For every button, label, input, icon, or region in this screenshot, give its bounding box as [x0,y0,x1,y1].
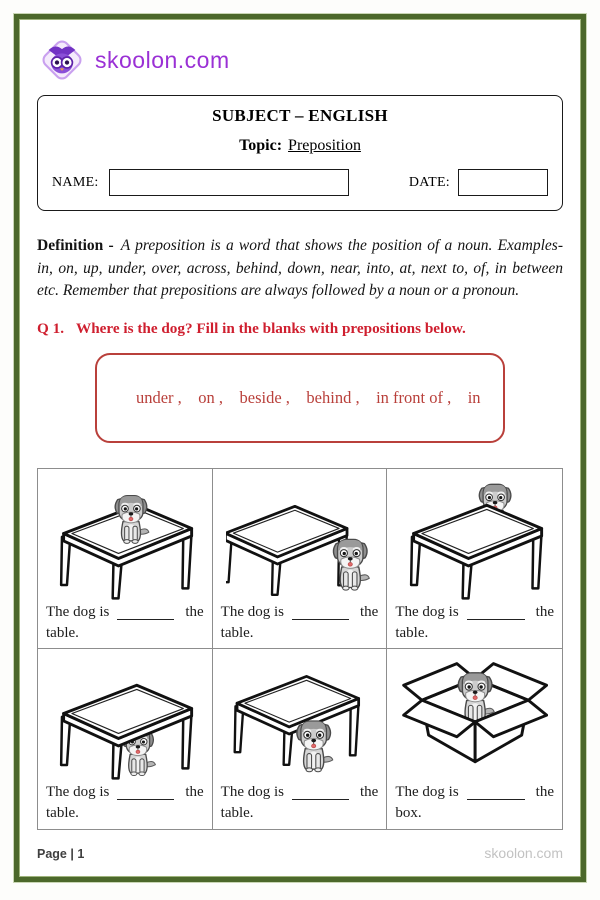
caption-object: table. [46,624,79,641]
worksheet-page [14,14,586,882]
grid-cell-1 [38,469,213,649]
caption-object: box. [395,804,422,821]
caption-object: table. [220,624,254,641]
definition-paragraph [37,235,563,303]
caption-end: the [535,783,554,800]
question-number: Q 1. [37,319,65,337]
question-text: Where is the dog? Fill in the blanks with prepositions below. [76,319,466,337]
name-label: NAME: [52,174,99,190]
answer-blank-2[interactable] [292,619,349,620]
caption-start: The dog is [395,783,459,800]
answer-blank-6[interactable] [467,799,525,800]
date-field[interactable] [458,169,548,196]
scene-dog-beside-table [213,469,387,600]
scene-dog-under-table [38,649,212,780]
caption-start: The dog is [220,783,284,800]
answer-blank-1[interactable] [117,619,174,620]
caption-object: table. [395,624,429,641]
caption-end: the [185,783,204,800]
skoolon-owl-logo-icon [37,35,87,85]
caption-3 [387,600,562,644]
scene-cell-3 [387,469,562,649]
name-date-row [52,169,548,196]
caption-end: the [535,603,554,620]
page-footer [37,845,563,861]
grid-cell-5 [213,649,388,829]
grid-cell-4 [38,649,213,829]
caption-6 [387,780,562,824]
question-1 [37,320,563,338]
preposition-word-bank [95,353,505,443]
scene-dog-in-front-of-table [213,649,387,780]
caption-object: table. [220,804,254,821]
word-bank-words: under , on , beside , behind , in front of , in [135,387,481,407]
caption-start: The dog is [46,783,110,800]
date-label: DATE: [408,174,450,190]
caption-end: the [360,603,379,620]
caption-2 [213,600,387,644]
caption-5 [213,780,387,824]
caption-end: the [360,783,379,800]
answer-blank-3[interactable] [467,619,525,620]
grid-cell-2 [213,469,388,649]
name-field[interactable] [109,169,349,196]
caption-4 [38,780,212,824]
caption-end: the [185,603,204,620]
definition-label: Definition - [37,237,114,254]
caption-1 [38,600,212,644]
scene-dog-behind-table [387,469,562,600]
grid-cell-6 [387,649,562,829]
answer-blank-5[interactable] [292,799,349,800]
caption-start: The dog is [395,603,459,620]
caption-start: The dog is [46,603,110,620]
worksheet-header-box [37,95,563,211]
topic-label: Topic: [239,137,283,154]
page-number: Page | 1 [37,847,85,861]
subject-title: SUBJECT – ENGLISH [212,106,388,125]
exercise-grid [37,468,563,830]
topic-value: Preposition [288,137,361,154]
caption-object: table. [46,804,79,821]
brand-header [37,35,563,85]
scene-dog-in-box [387,649,562,780]
topic-line [52,137,548,155]
answer-blank-4[interactable] [117,799,174,800]
caption-start: The dog is [220,603,284,620]
scene-dog-on-table [38,469,212,600]
footer-site-name: skoolon.com [484,845,563,861]
definition-body: A preposition is a word that shows the position of a noun. Examples- in, on, up, under, over, across, behind, down, near, into, at, next to, of, in between etc. Remember that prepositions are always followed by a noun or a pronoun. [37,237,563,300]
brand-site-name: skoolon.com [95,46,230,73]
